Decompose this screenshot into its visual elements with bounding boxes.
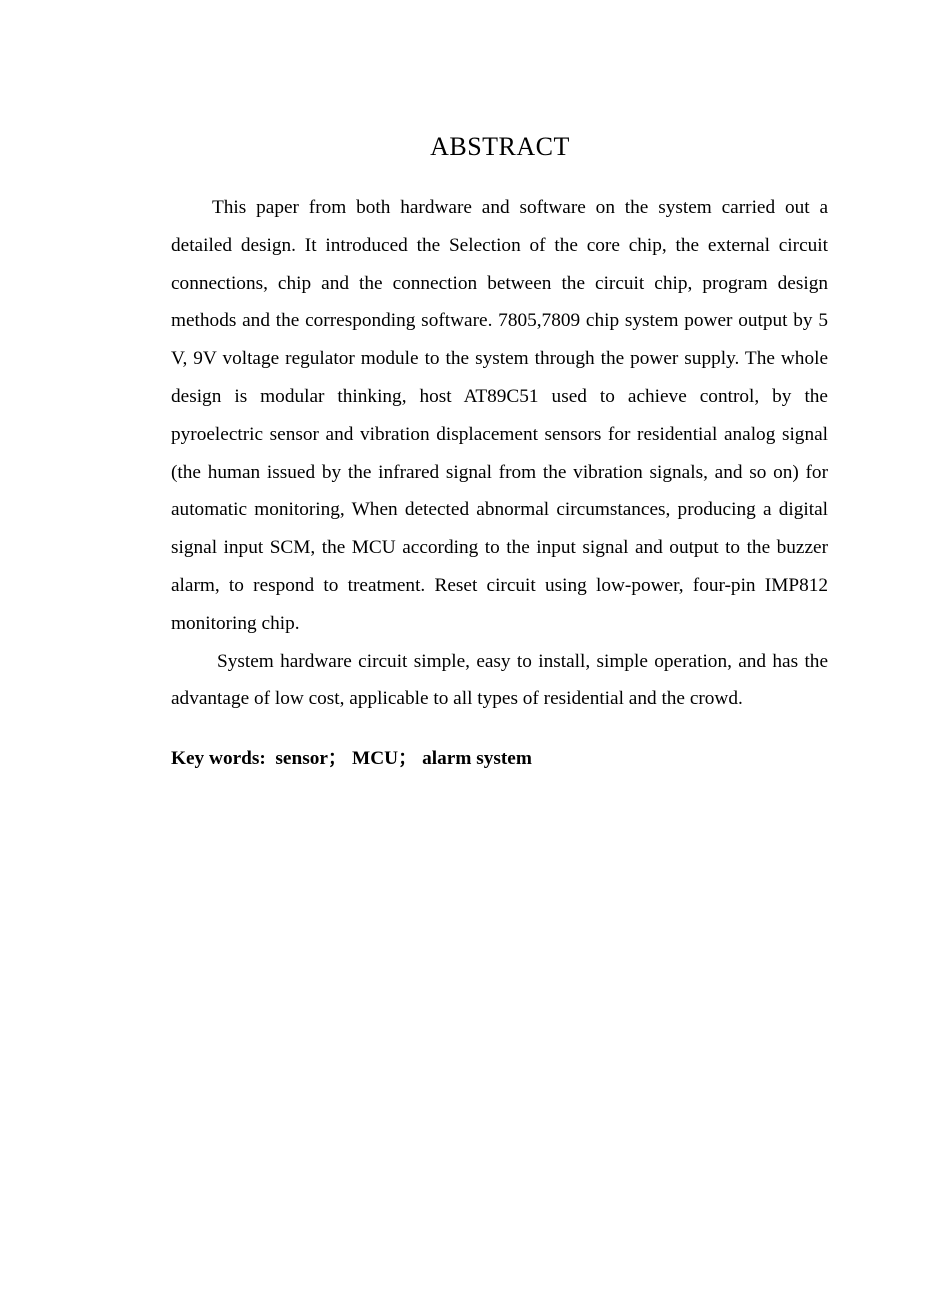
abstract-paragraph-2: System hardware circuit simple, easy to install, simple operation, and has the advantage of low cost, applicable to all types of residential and the crowd. xyxy=(171,650,828,710)
abstract-title: ABSTRACT xyxy=(430,132,570,161)
keywords-line: Key words: sensor； MCU； alarm system xyxy=(171,748,532,769)
abstract-paragraph-1: This paper from both hardware and software on the system carried out a detailed design. It introduced the Selection of the core chip, the external circuit connections, chip and the connection between the circuit chip, program design methods and the corresponding software. 7805,7809 chip system power output by 5 V, 9V voltage regulator module to the system through the power supply. The whole design is modular thinking, host AT89C51 used to achieve control, by the pyroelectric sensor and vibration displacement sensors for residential analog signal (the human issued by the infrared signal from the vibration signals, and so on) for automatic monitoring, When detected abnormal circumstances, producing a digital signal input SCM, the MCU according to the input signal and output to the buzzer alarm, to respond to treatment. Reset circuit using low-power, four-pin IMP812 monitoring chip. xyxy=(171,197,828,634)
abstract-body xyxy=(171,189,828,718)
